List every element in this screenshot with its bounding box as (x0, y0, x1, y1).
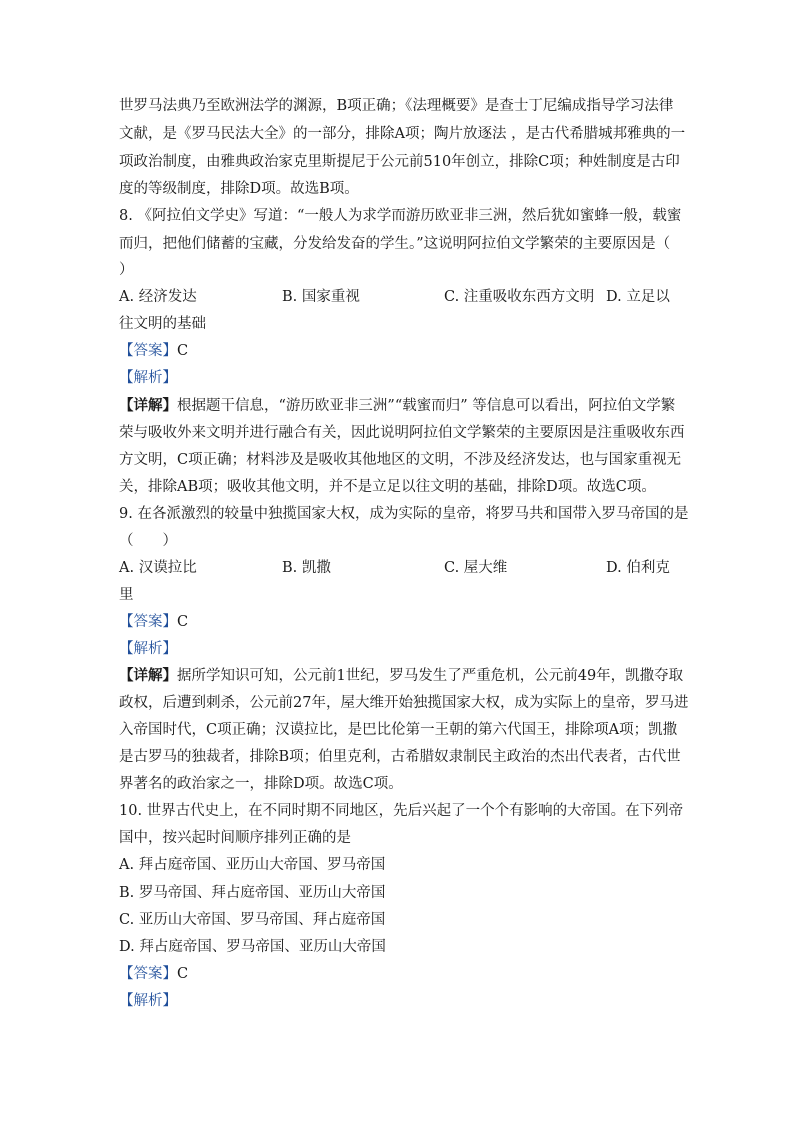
answer-tag: 【答案】 (119, 343, 177, 359)
q8-answer (119, 341, 188, 361)
q9-stem-line-2: （ ） (119, 533, 177, 549)
q9-option-a: A. 汉谟拉比 (119, 560, 197, 576)
q10-stem-line-1: 10. 世界古代史上，在不同时期不同地区，先后兴起了一个个有影响的大帝国。在下列帝 (119, 803, 684, 819)
q9-stem-line-1: 9. 在各派激烈的较量中独揽国家大权，成为实际的皇帝，将罗马共和国带入罗马帝国的是 (119, 506, 689, 522)
intro-line-3: 项政治制度，由雅典政治家克里斯提尼于公元前510年创立，排除C项；种姓制度是古印 (119, 154, 680, 170)
q8-stem-line-1: 8. 《阿拉伯文学史》写道：“一般人为求学而游历欧亚非三洲，然后犹如蜜蜂一般，载蜜 (119, 208, 682, 224)
q8-detail-line-4: 关，排除AB项；吸收其他文明，并不是立足以往文明的基础，排除D项。故选C项。 (119, 479, 656, 495)
detail-tag: 【详解】 (119, 667, 177, 684)
answer-tag: 【答案】 (119, 614, 177, 630)
q8-detail-line-3: 方文明，C项正确；材料涉及是吸收其他地区的文明，不涉及经济发达，也与国家重视无 (119, 452, 682, 468)
detail-tag: 【详解】 (119, 397, 177, 414)
q10-option-d: D. 拜占庭帝国、罗马帝国、亚历山大帝国 (119, 939, 386, 955)
answer-value: C (177, 343, 189, 359)
q9-detail-line-3: 入帝国时代，C项正确；汉谟拉比，是巴比伦第一王朝的第六代国王，排除项A项；凯撒 (119, 722, 678, 738)
q8-detail-line-1 (119, 396, 675, 416)
analysis-tag: 【解析】 (119, 370, 177, 386)
intro-line-1: 世罗马法典乃至欧洲法学的渊源，B项正确；《法理概要》是查士丁尼编成指导学习法律 (119, 98, 674, 114)
q9-option-b: B. 凯撒 (282, 560, 331, 576)
q9-analysis (119, 639, 177, 659)
analysis-tag: 【解析】 (119, 641, 177, 657)
q9-option-d-cont: 里 (119, 587, 134, 603)
q10-stem-line-2: 国中，按兴起时间顺序排列正确的是 (119, 830, 351, 846)
q10-analysis (119, 991, 177, 1011)
q10-option-b: B. 罗马帝国、拜占庭帝国、亚历山大帝国 (119, 885, 386, 901)
q10-answer (119, 964, 188, 984)
answer-tag: 【答案】 (119, 966, 177, 982)
q8-option-d: D. 立足以 (606, 289, 670, 305)
q8-detail-line-2: 荣与吸收外来文明并进行融合有关，因此说明阿拉伯文学繁荣的主要原因是注重吸收东西 (119, 425, 685, 441)
q8-option-a: A. 经济发达 (119, 289, 197, 305)
intro-line-2: 文献，是《罗马民法大全》的一部分，排除A项；陶片放逐法 ，是古代希腊城邦雅典的一 (119, 126, 686, 142)
q8-analysis (119, 368, 177, 388)
detail-text: 根据题干信息，“游历欧亚非三洲”“载蜜而归” 等信息可以看出，阿拉伯文学繁 (177, 398, 676, 414)
q10-option-a: A. 拜占庭帝国、亚历山大帝国、罗马帝国 (119, 857, 386, 873)
q8-option-b: B. 国家重视 (282, 289, 360, 305)
answer-value: C (177, 614, 189, 630)
q9-detail-line-2: 政权，后遭到刺杀，公元前27年，屋大维开始独揽国家大权，成为实际上的皇帝，罗马进 (119, 695, 689, 711)
q10-option-c: C. 亚历山大帝国、罗马帝国、拜占庭帝国 (119, 912, 386, 928)
q8-option-d-cont: 往文明的基础 (119, 316, 206, 332)
answer-value: C (177, 966, 189, 982)
q9-detail-line-4: 是古罗马的独裁者，排除B项；伯里克利，古希腊奴隶制民主政治的杰出代表者，古代世 (119, 749, 681, 765)
q8-option-c: C. 注重吸收东西方文明 (444, 289, 595, 305)
detail-text: 据所学知识可知，公元前1世纪，罗马发生了严重危机，公元前49年，凯撒夺取 (177, 668, 684, 684)
q8-stem-line-3: ） (119, 262, 134, 278)
q9-answer (119, 612, 188, 632)
q9-option-c: C. 屋大维 (444, 560, 508, 576)
q9-option-d: D. 伯利克 (606, 560, 670, 576)
analysis-tag: 【解析】 (119, 993, 177, 1009)
q9-detail-line-5: 界著名的政治家之一，排除D项。故选C项。 (119, 776, 403, 792)
q8-stem-line-2: 而归，把他们储蓄的宝藏，分发给发奋的学生。”这说明阿拉伯文学繁荣的主要原因是（ (119, 236, 671, 252)
intro-line-4: 度的等级制度，排除D项。故选B项。 (119, 181, 359, 197)
q9-detail-line-1 (119, 666, 683, 686)
